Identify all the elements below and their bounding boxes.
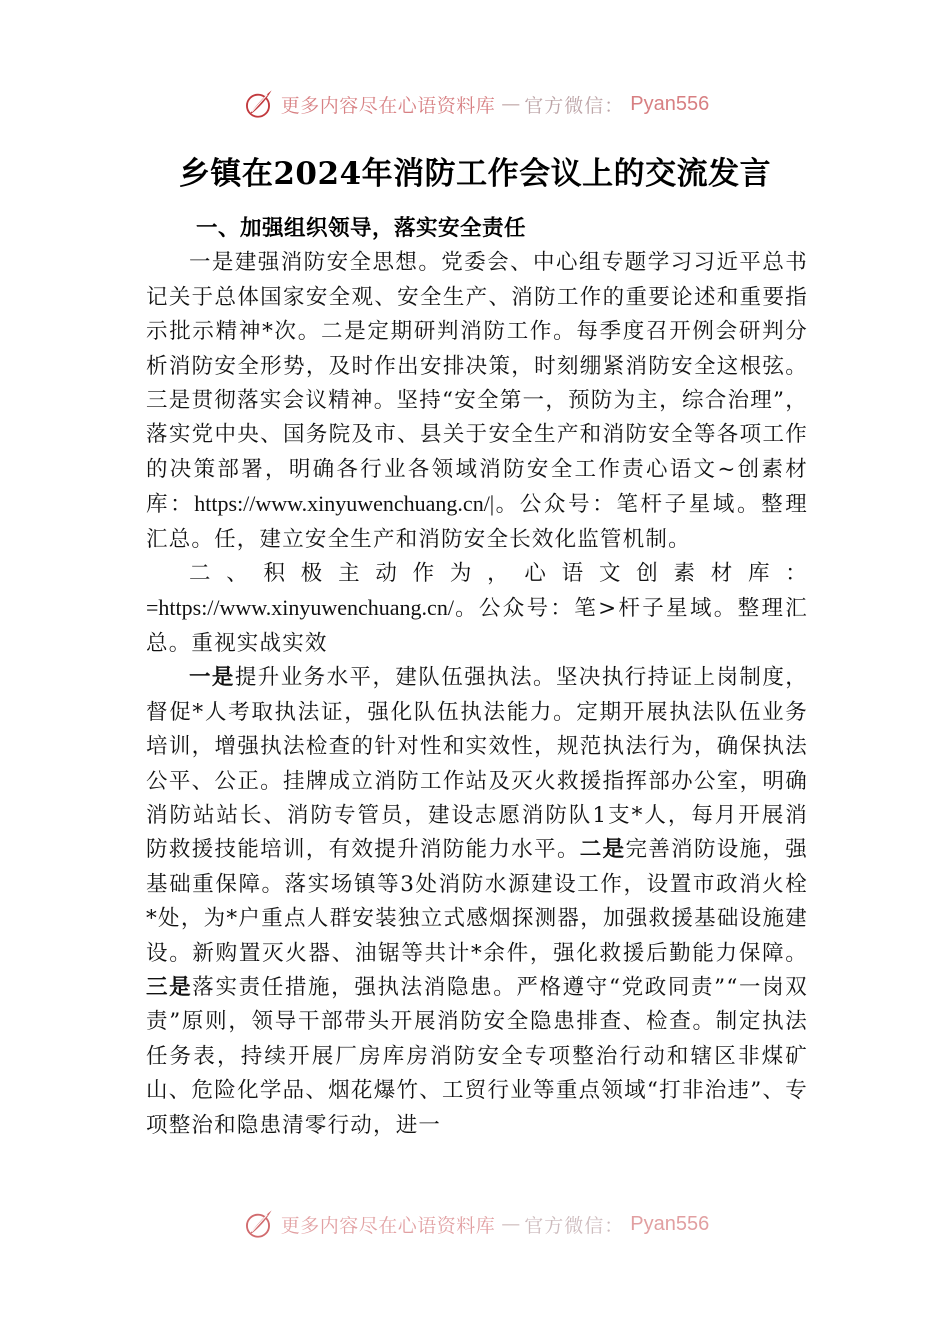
section2-p1-text: 提升业务水平，建队伍强执法。坚决执行持证上岗制度，督促*人考取执法证，强化队伍执法能力。定期开展执法队伍业务培训，增强执法检查的针对性和实效性，规范执法行为，确保执法公平、公正。挂牌成立消防工作站及灭火救援指挥部办公室，明确消防站站长、消防专管员，建设志愿消防队1支*人，每月开展消防救援技能培训，有效提升消防能力水平。: [146, 665, 808, 863]
feather-pen-logo-icon: [241, 87, 275, 121]
section1-text-a: 一是建强消防安全思想。党委会、中心组专题学习习近平总书记关于总体国家安全观、安全生产、消防工作的重要论述和重要指示批示精神*次。二是定期研判消防工作。每季度召开例会研判分析消防安全形势，及时作出安排决策，时刻绷紧消防安全这根弦。三是贯彻落实会议精神。坚持“安全第一，预防为主，综合治理”，落实党中央、国务院及市、县关于安全生产和消防安全等各项工作的决策部署，明确各行业各领域消防安全工作责心语文~创素材库：: [146, 250, 808, 518]
document-title: 乡镇在2024年消防工作会议上的交流发言: [178, 156, 772, 192]
section1-url: https://www.xinyuwenchuang.cn/|: [194, 491, 495, 517]
watermark-text: 更多内容尽在心语资料库: [280, 94, 496, 117]
watermark-text: 更多内容尽在心语资料库: [280, 1214, 496, 1237]
watermark-id: Pyan556: [630, 92, 710, 115]
watermark-separator: —: [501, 1213, 519, 1235]
watermark-id: Pyan556: [630, 1212, 710, 1235]
section2-p3-lead: 三是: [146, 974, 193, 1000]
section2-heading-a: 二、积极主动作为，心语文创素材库：: [189, 561, 808, 587]
feather-pen-logo-icon: [241, 1207, 275, 1241]
section2-p2-text: 完善消防设施，强基础重保障。落实场镇等3处消防水源建设工作，设置市政消火栓*处，为*户重点人群安装独立式感烟探测器，加强救援基础设施建设。新购置灭火器、油锯等共计*余件，强化救援后勤能力保障。: [146, 837, 808, 966]
watermark-separator: —: [501, 93, 519, 115]
section2-url: =https://www.xinyuwenchuang.cn/: [146, 595, 454, 621]
watermark-footer: [0, 1206, 950, 1242]
watermark-label: 官方微信：: [524, 1214, 625, 1237]
section2-p3-text: 落实责任措施，强执法消隐患。严格遵守“党政同责”“一岗双责”原则，领导干部带头开展消防安全隐患排查、检查。制定执法任务表，持续开展厂房库房消防安全专项整治行动和辖区非煤矿山、危险化学品、烟花爆竹、工贸行业等重点领域“打非治违”、专项整治和隐患清零行动，进一: [146, 974, 808, 1138]
section2-p1-lead: 一是: [189, 665, 235, 691]
section2-heading-b: 。公众号：笔>杆子星域。整理汇总。重视实战实效: [146, 596, 808, 656]
section2-paragraph-1: [146, 661, 808, 1143]
section1-text-b: 。公众号：笔杆子星域。整理汇总。任，建立安全生产和消防安全长效化监管机制。: [146, 492, 808, 552]
section1-heading: 一、加强组织领导，落实安全责任: [196, 216, 527, 241]
section2-p2-lead: 二是: [579, 837, 626, 863]
section1-paragraph: [146, 246, 808, 557]
section2-heading: [146, 557, 808, 661]
watermark-header: [0, 84, 950, 124]
document-body: [146, 212, 808, 1143]
watermark-label: 官方微信：: [524, 94, 625, 117]
